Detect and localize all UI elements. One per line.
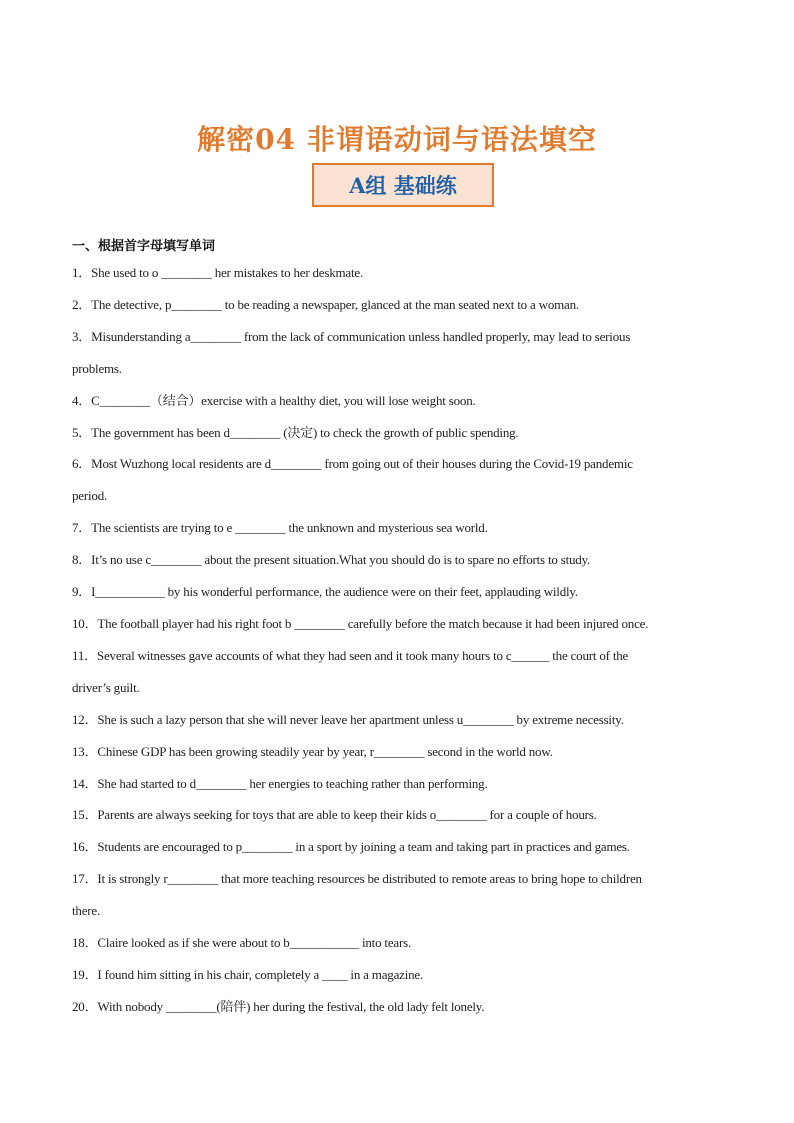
exercise-line: 17．It is strongly r________ that more teaching resources be distributed to remote areas to bring hope to children [72, 871, 642, 887]
page-title: 解密04 非谓语动词与语法填空 [197, 123, 597, 156]
exercise-line: 4．C________（结合）exercise with a healthy diet, you will lose weight soon. [72, 392, 476, 408]
exercise-line: 18．Claire looked as if she were about to b___________ into tears. [72, 935, 412, 951]
exercise-line: 20．With nobody ________(陪伴) her during the festival, the old lady felt lonely. [72, 998, 485, 1014]
group-label: A组 基础练 [349, 173, 457, 198]
exercise-line: 15．Parents are always seeking for toys that are able to keep their kids o________ for a couple of hours. [72, 807, 597, 823]
exercise-line: 11．Several witnesses gave accounts of what they had seen and it took many hours to c______ the court of the [72, 647, 629, 663]
exercise-line: 10．The football player had his right foot b ________ carefully before the match because it had been injured once. [72, 615, 649, 631]
exercise-line: 3．Misunderstanding a________ from the lack of communication unless handled properly, may lead to serious [72, 328, 631, 344]
exercise-line: 2．The detective, p________ to be reading a newspaper, glanced at the man seated next to a woman. [72, 296, 579, 312]
exercise-line: 13．Chinese GDP has been growing steadily year by year, r________ second in the world now. [72, 743, 553, 759]
exercise-line: 1．She used to o ________ her mistakes to her deskmate. [72, 265, 364, 280]
exercise-line: 12．She is such a lazy person that she will never leave her apartment unless u________ by extreme necessity. [72, 711, 624, 727]
exercise-line: 5．The government has been d________ (决定) to check the growth of public spending. [72, 424, 519, 440]
exercise-line: there. [72, 903, 101, 919]
section-heading: 一、根据首字母填写单词 [72, 239, 216, 254]
exercise-line: period. [72, 488, 108, 504]
exercise-line: 7．The scientists are trying to e ________ the unknown and mysterious sea world. [72, 520, 488, 536]
group-label-box [312, 163, 494, 207]
exercise-line: 8．It’s no use c________ about the present situation.What you should do is to spare no efforts to study. [72, 552, 591, 568]
exercise-line: 14．She had started to d________ her energies to teaching rather than performing. [72, 775, 488, 791]
exercise-line: 16．Students are encouraged to p________ in a sport by joining a team and taking part in practices and games. [72, 839, 630, 855]
exercise-list [72, 257, 722, 1023]
exercise-line: problems. [72, 360, 122, 376]
exercise-line: 9．I___________ by his wonderful performance, the audience were on their feet, applauding wildly. [72, 584, 578, 600]
exercise-line: 6．Most Wuzhong local residents are d________ from going out of their houses during the Covid-19 pandemic [72, 456, 633, 472]
exercise-line: driver’s guilt. [72, 679, 140, 695]
exercise-line: 19．I found him sitting in his chair, completely a ____ in a magazine. [72, 966, 424, 982]
